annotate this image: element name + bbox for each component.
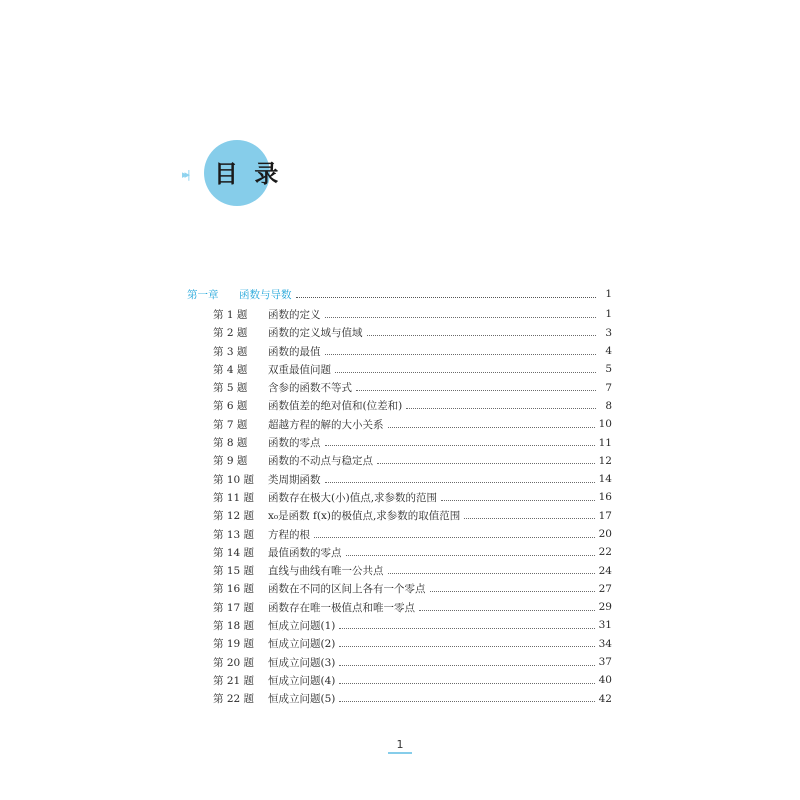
entry-number: 第 16 题 <box>213 583 255 596</box>
dot-leader <box>325 354 597 355</box>
dot-leader <box>388 427 595 428</box>
toc-entry[interactable] <box>187 470 612 488</box>
entry-title: 函数的零点 <box>268 437 321 450</box>
entry-page: 4 <box>605 345 612 358</box>
entry-title: 函数存在唯一极值点和唯一零点 <box>268 601 415 614</box>
entry-number: 第 13 题 <box>213 528 255 541</box>
toc-entry[interactable] <box>187 580 612 598</box>
entry-page: 34 <box>598 637 612 650</box>
entry-page: 27 <box>598 582 612 595</box>
entry-title: 恒成立问题(3) <box>268 656 336 669</box>
toc-entry[interactable] <box>187 415 612 433</box>
toc-entry[interactable] <box>187 671 612 689</box>
entry-number: 第 17 题 <box>213 601 255 614</box>
toc-entry[interactable] <box>187 452 612 470</box>
entry-page: 5 <box>605 363 612 376</box>
toc-entry[interactable] <box>187 635 612 653</box>
entry-number: 第 9 题 <box>213 455 248 468</box>
toc-entry[interactable] <box>187 543 612 561</box>
entry-title: 含参的函数不等式 <box>268 382 352 395</box>
entry-page: 31 <box>598 619 612 632</box>
entry-number: 第 8 题 <box>213 437 248 450</box>
entry-number: 第 19 题 <box>213 638 255 651</box>
dot-leader <box>377 463 595 464</box>
toc-header <box>182 140 302 208</box>
entry-title: 恒成立问题(2) <box>268 638 336 651</box>
entry-title: 恒成立问题(1) <box>268 619 336 632</box>
dot-leader <box>406 408 596 409</box>
dot-leader <box>325 317 597 318</box>
page-footer <box>388 738 412 754</box>
chapter-label: 第一章 <box>187 288 219 301</box>
entry-page: 12 <box>598 454 612 467</box>
entry-title: 恒成立问题(5) <box>268 693 336 706</box>
entry-page: 40 <box>598 674 612 687</box>
dot-leader <box>356 390 596 391</box>
toc-entry[interactable] <box>187 598 612 616</box>
dot-leader <box>388 573 595 574</box>
entry-number: 第 10 题 <box>213 473 255 486</box>
dot-leader <box>325 445 595 446</box>
entry-title: 函数存在极大(小)值点,求参数的范围 <box>268 491 438 504</box>
entry-page: 10 <box>598 418 612 431</box>
entry-title: 函数的定义域与值域 <box>268 327 363 340</box>
dot-leader <box>296 297 597 298</box>
toc-entry[interactable] <box>187 378 612 396</box>
dot-leader <box>339 665 594 666</box>
entry-number: 第 12 题 <box>213 510 255 523</box>
page-number-underline <box>388 752 412 754</box>
toc-entry[interactable] <box>187 525 612 543</box>
chapter-title: 函数与导数 <box>239 288 292 301</box>
entry-title: 超越方程的解的大小关系 <box>268 418 384 431</box>
entry-title: 函数的不动点与稳定点 <box>268 455 373 468</box>
entry-page: 29 <box>598 601 612 614</box>
entry-page: 14 <box>598 473 612 486</box>
entry-page: 37 <box>598 656 612 669</box>
dot-leader <box>464 518 594 519</box>
entry-title: 函数值差的绝对值和(位差和) <box>268 400 403 413</box>
entry-page: 11 <box>598 436 612 449</box>
dot-leader <box>325 482 595 483</box>
entry-title: 最值函数的零点 <box>268 546 342 559</box>
entry-title: 双重最值问题 <box>268 363 331 376</box>
fast-forward-icon: ▸▸| <box>182 168 188 181</box>
chapter-page: 1 <box>605 288 612 301</box>
entry-title: 函数的最值 <box>268 345 321 358</box>
entry-page: 3 <box>605 326 612 339</box>
dot-leader <box>419 610 595 611</box>
table-of-contents <box>187 285 612 708</box>
page-title: 目 录 <box>214 160 283 188</box>
dot-leader <box>430 591 595 592</box>
entry-page: 17 <box>598 509 612 522</box>
entry-number: 第 4 题 <box>213 363 248 376</box>
entry-page: 7 <box>605 381 612 394</box>
entry-title: 方程的根 <box>268 528 310 541</box>
page-number: 1 <box>396 738 404 751</box>
dot-leader <box>339 646 594 647</box>
toc-entry[interactable] <box>187 616 612 634</box>
dot-leader <box>441 500 595 501</box>
entry-title: 函数的定义 <box>268 308 321 321</box>
toc-entry[interactable] <box>187 561 612 579</box>
entry-page: 42 <box>598 692 612 705</box>
entry-page: 20 <box>598 528 612 540</box>
entry-title: 函数在不同的区间上各有一个零点 <box>268 583 426 596</box>
toc-entry[interactable] <box>187 488 612 506</box>
chapter-entry[interactable] <box>187 285 612 303</box>
entry-number: 第 5 题 <box>213 382 248 395</box>
toc-entry[interactable] <box>187 397 612 415</box>
toc-entry[interactable] <box>187 305 612 323</box>
dot-leader <box>314 537 595 538</box>
toc-entry[interactable] <box>187 342 612 360</box>
entry-page: 16 <box>598 491 612 504</box>
toc-entry[interactable] <box>187 507 612 525</box>
entry-number: 第 14 题 <box>213 546 255 559</box>
dot-leader <box>339 701 594 702</box>
toc-entry[interactable] <box>187 690 612 708</box>
entry-title: 恒成立问题(4) <box>268 674 336 687</box>
toc-entry[interactable] <box>187 324 612 342</box>
entry-title: 直线与曲线有唯一公共点 <box>268 565 384 578</box>
dot-leader <box>339 628 594 629</box>
toc-item-list <box>187 305 612 708</box>
dot-leader <box>367 335 597 336</box>
entry-number: 第 18 题 <box>213 619 255 632</box>
entry-title: x₀是函数 f(x)的极值点,求参数的取值范围 <box>268 510 461 523</box>
entry-number: 第 15 题 <box>213 565 255 578</box>
dot-leader <box>339 683 594 684</box>
entry-page: 24 <box>598 564 612 577</box>
entry-number: 第 21 题 <box>213 674 255 687</box>
entry-page: 22 <box>598 546 612 559</box>
entry-number: 第 1 题 <box>213 308 248 321</box>
entry-number: 第 22 题 <box>213 693 255 706</box>
entry-number: 第 3 题 <box>213 345 248 358</box>
entry-number: 第 7 题 <box>213 418 248 431</box>
entry-page: 8 <box>605 399 612 412</box>
dot-leader <box>346 555 595 556</box>
entry-number: 第 2 题 <box>213 327 248 340</box>
toc-entry[interactable] <box>187 433 612 451</box>
entry-number: 第 20 题 <box>213 656 255 669</box>
entry-number: 第 11 题 <box>213 491 255 504</box>
entry-title: 类周期函数 <box>268 473 321 486</box>
toc-entry[interactable] <box>187 653 612 671</box>
entry-page: 1 <box>605 308 612 321</box>
entry-number: 第 6 题 <box>213 400 248 413</box>
toc-entry[interactable] <box>187 360 612 378</box>
dot-leader <box>335 372 596 373</box>
